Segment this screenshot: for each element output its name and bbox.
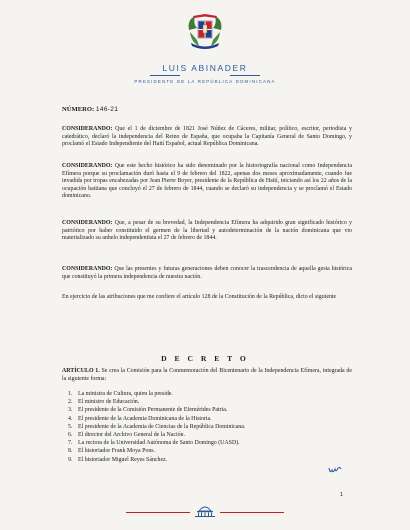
considerando-text: Que el 1 de diciembre de 1821 José Núñez de Cáceres, militar, político, escritor, periodista y catedrático, declaró la independencia del Reino de España, que ocupaba la Capitanía General de Santo Domingo, y proclamó el Estado Independiente del Haití Español, actual República Dominicana.	[62, 126, 352, 147]
decree-number	[62, 106, 118, 113]
header-rule-right	[230, 75, 260, 76]
articulo-1	[62, 368, 352, 383]
list-item: 9. El historiador Miguel Reyes Sánchez.	[68, 456, 168, 463]
considerando-label: CONSIDERANDO:	[62, 163, 113, 169]
considerando-text: Que este hecho histórico ha sido denominado por la historiografía nacional como Independencia Efímera porque su proclamación duró hasta el 9 de febrero del 1822, apenas dos meses aproximadamente, cuando fue invadida por tropas encabezadas por Jean Pierre Boyer, presidente de la República de Haití, iniciando así los 22 años de la ocupación haitiana que concluyó el 27 de febrero de 1844, cuando se declaró su independencia y se proclamó el Estado dominicano.	[62, 163, 352, 199]
national-palace-icon	[193, 503, 217, 517]
considerando-3	[62, 220, 352, 243]
articulo-text: Se crea la Comisión para la Conmemoración del Bicentenario de la Independencia Efímera, integrada de la siguiente forma:	[62, 368, 352, 382]
header-rule-left	[150, 75, 180, 76]
president-name: LUIS ABINADER	[162, 63, 248, 73]
footer-rule-left	[126, 512, 190, 513]
coat-of-arms-icon	[185, 12, 225, 52]
handwritten-initials-icon	[328, 465, 342, 475]
decree-number-value: 146-21	[95, 106, 119, 113]
president-title: PRESIDENTE DE LA REPÚBLICA DOMINICANA	[134, 79, 276, 84]
considerando-text: Que, a pesar de su brevedad, la Independencia Efímera ha adquirido gran significado histórico y patriótico por haber constituido el germen de la libertad y autodeterminación de la nación dominicana que vio materializado su anhelo independentista el 27 de febrero de 1844.	[62, 220, 352, 241]
ejercicio-paragraph: En ejercicio de las atribuciones que me confiere el artículo 128 de la Constitución de la República, dicto el siguiente	[62, 294, 337, 300]
decree-number-label: NÚMERO:	[62, 106, 95, 113]
decreto-heading: D E C R E T O	[161, 354, 249, 363]
list-item: 8. El historiador Frank Moya Pons.	[68, 448, 156, 455]
articulo-label: ARTÍCULO 1.	[62, 368, 100, 374]
considerando-label: CONSIDERANDO:	[62, 220, 113, 226]
list-item: 1. La ministra de Cultura, quien la preside.	[68, 391, 173, 397]
considerando-label: CONSIDERANDO:	[62, 266, 113, 272]
footer-rule-right	[220, 512, 284, 513]
page-number: 1	[340, 492, 344, 498]
considerando-label: CONSIDERANDO:	[62, 126, 113, 132]
list-item: 4. El presidente de la Academia Dominicana de la Historia.	[68, 415, 212, 422]
list-item: 6. El director del Archivo General de la Nación.	[68, 432, 185, 439]
list-item: 5. El presidente de la Academia de Ciencias de la República Dominicana.	[68, 423, 246, 430]
commission-members-list	[68, 390, 348, 464]
considerando-1	[62, 126, 352, 149]
list-item: 3. El presidente de la Comisión Permanente de Efemérides Patria.	[68, 407, 228, 414]
list-item: 7. La rectora de la Universidad Autónoma de Santo Domingo (UASD).	[68, 440, 240, 447]
considerando-text: Que las presentes y futuras generaciones deben conocer la trascendencia de aquella gesta histórica que constituyó la primera independencia de nuestra nación.	[62, 266, 352, 280]
considerando-4	[62, 266, 352, 281]
list-item: 2. El ministro de Educación.	[68, 399, 140, 406]
considerando-2	[62, 163, 352, 201]
